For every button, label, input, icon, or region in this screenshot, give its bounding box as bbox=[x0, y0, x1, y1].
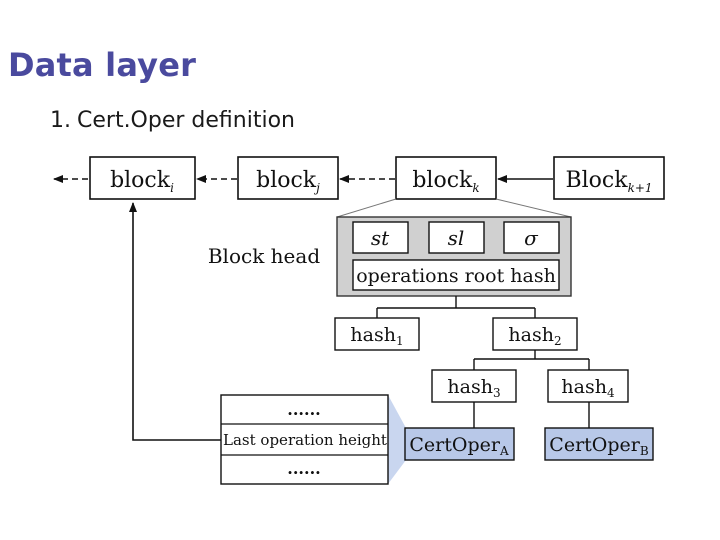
hash-1-node bbox=[335, 318, 419, 350]
merkle-connectors bbox=[377, 296, 589, 428]
block-i bbox=[90, 157, 195, 199]
block-head-panel bbox=[337, 217, 571, 296]
block-k bbox=[396, 157, 496, 199]
hash-4-label: hash bbox=[561, 376, 607, 398]
callout-shape bbox=[388, 395, 406, 484]
svg-text:hash2 bbox=[508, 324, 561, 348]
block-k-plus-1 bbox=[554, 157, 664, 199]
hash-3-label: hash bbox=[447, 376, 493, 398]
hash-2-node bbox=[493, 318, 577, 350]
hash-4-sub: 4 bbox=[606, 386, 615, 400]
svg-text:CertOperA bbox=[409, 434, 509, 458]
block-k-plus-1-label: Block bbox=[565, 168, 628, 193]
block-head-label: Block head bbox=[207, 244, 321, 268]
hash-4-node bbox=[548, 370, 628, 402]
certoper-a-sub: A bbox=[499, 444, 509, 458]
certoper-b-sub: B bbox=[639, 444, 649, 458]
hash-1-label: hash bbox=[350, 324, 396, 346]
field-sigma-label: σ bbox=[524, 226, 538, 250]
block-k-sub: k bbox=[472, 181, 480, 195]
block-j bbox=[238, 157, 338, 199]
root-hash-label: operations root hash bbox=[356, 265, 556, 287]
hash-3-node bbox=[432, 370, 516, 402]
last-op-height-arrow bbox=[133, 203, 221, 440]
field-st-label: st bbox=[370, 226, 390, 250]
block-k-label: block bbox=[412, 168, 473, 193]
svg-text:blockj bbox=[256, 168, 320, 195]
block-i-sub: i bbox=[170, 181, 174, 195]
certoper-detail-box bbox=[221, 395, 388, 484]
block-k-plus-1-sub: k+1 bbox=[627, 181, 653, 195]
subtitle-text: Cert.Oper definition bbox=[77, 108, 295, 133]
hash-3-sub: 3 bbox=[492, 386, 501, 400]
svg-text:CertOperB bbox=[549, 434, 649, 458]
certoper-b-node bbox=[545, 428, 653, 460]
svg-text:hash4 bbox=[561, 376, 615, 400]
hash-1-sub: 1 bbox=[395, 334, 404, 348]
certoper-a-node bbox=[405, 428, 514, 460]
svg-text:blocki bbox=[110, 168, 174, 195]
hash-2-sub: 2 bbox=[553, 334, 562, 348]
detail-row-ellipsis-top: ...... bbox=[287, 400, 321, 419]
block-i-label: block bbox=[110, 168, 171, 193]
detail-row-last-operation-height: Last operation height bbox=[223, 431, 387, 449]
svg-text:hash1 bbox=[350, 324, 403, 348]
subtitle-number: 1. bbox=[50, 108, 71, 133]
block-j-sub: j bbox=[316, 181, 320, 195]
block-j-label: block bbox=[256, 168, 317, 193]
certoper-a-label: CertOper bbox=[409, 434, 500, 456]
svg-text:blockk bbox=[412, 168, 479, 195]
hash-2-label: hash bbox=[508, 324, 554, 346]
field-sl-label: sl bbox=[447, 226, 465, 250]
svg-text:hash3 bbox=[447, 376, 500, 400]
certoper-b-label: CertOper bbox=[549, 434, 640, 456]
detail-row-ellipsis-bottom: ...... bbox=[287, 459, 321, 478]
slide-title: Data layer bbox=[8, 46, 197, 84]
